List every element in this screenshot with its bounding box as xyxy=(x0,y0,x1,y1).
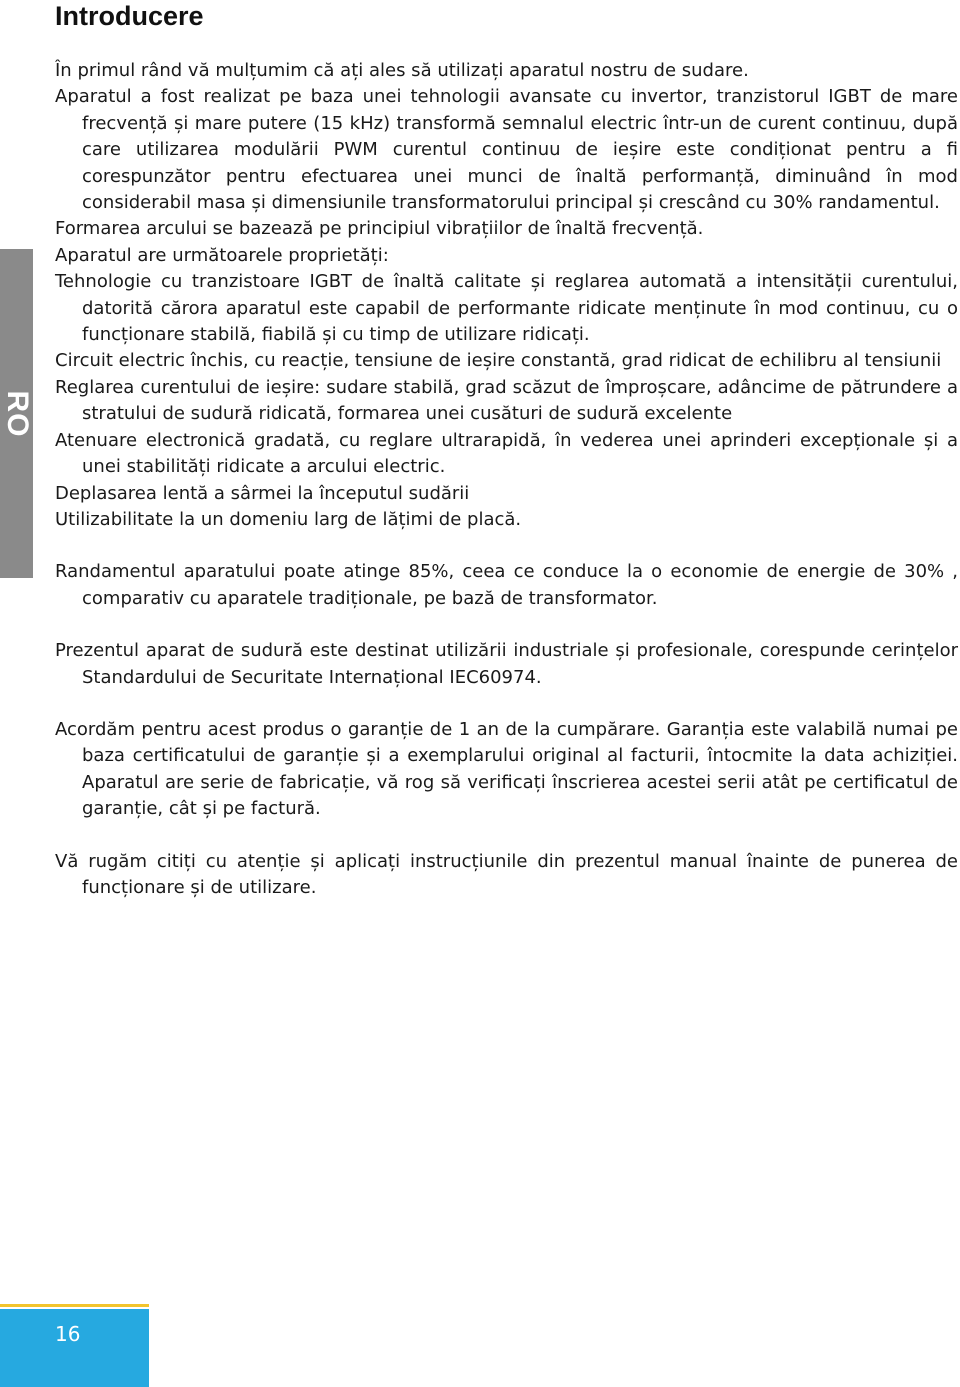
paragraph-intro: În primul rând vă mulțumim că ați ales să utilizați aparatul nostru de sudare. xyxy=(55,60,749,81)
list-item-wire: Deplasarea lentă a sârmei la începutul sudării xyxy=(55,482,470,504)
paragraph-arc-formation: Formarea arcului se bazează pe principiul vibrațiilor de înaltă frecvență. xyxy=(55,218,704,240)
list-item-current-regulation: Reglarea curentului de ieșire: sudare stabilă, grad scăzut de împroșcare, adâncime de pătrundere a stratului de sudură ridicată, formarea unei cusături de sudură excelente xyxy=(55,376,958,425)
list-item-igbt: Tehnologie cu tranzistoare IGBT de înaltă calitate și reglarea automată a intensității curentului, datorită cărora aparatul este capabil de performante ridicate menținute în mod continuu, cu o funcționare stabilă, fiabilă și cu timp de utilizare ridicați. xyxy=(55,271,958,346)
language-tab xyxy=(0,249,33,578)
page-number-divider xyxy=(0,1307,149,1309)
list-item-attenuation: Atenuare electronică gradată, cu reglare ultrarapidă, în vederea unei aprinderi excepționale și a unei stabilități ridicate a arcului electric. xyxy=(55,429,958,478)
paragraph-technology: Aparatul a fost realizat pe baza unei tehnologii avansate cu invertor, tranzistorul IGBT de mare frecvență și mare putere (15 kHz) transformă semnalul electric într-un de curent continuu, după care utilizarea modulării PWM curentul continuu de ieșire este condiționat pentru a fi corespunzător pentru efectuarea unei munci de înaltă performanță, diminuând în mod considerabil masa și dimensiunile transformatorului principal și crescând cu 30% randamentul. xyxy=(55,86,958,214)
paragraph-properties-heading: Aparatul are următoarele proprietăți: xyxy=(55,244,389,266)
paragraph-standard: Prezentul aparat de sudură este destinat utilizării industriale și profesionale, corespunde cerințelor Standardului de Securitate Internațional IEC60974. xyxy=(55,640,958,688)
paragraph-warranty: Acordăm pentru acest produs o garanție de 1 an de la cumpărare. Garanția este valabilă numai pe baza certificatului de garanție și a exemplarului original al facturii, întocmite la data achiziției. Aparatul are serie de fabricație, vă rog să verificați înscrierea acestei serii atât pe certificatul de garanție, cât și pe factură. xyxy=(55,718,958,820)
list-item-plate-width: Utilizabilitate la un domeniu larg de lățimi de placă. xyxy=(55,508,522,530)
page-title: Introducere xyxy=(55,1,204,31)
paragraph-efficiency: Randamentul aparatului poate atinge 85%, ceea ce conduce la o economie de energie de 30% , comparativ cu aparatele tradiționale, pe bază de transformator. xyxy=(55,561,958,609)
page-number: 16 xyxy=(55,1322,81,1346)
body-text xyxy=(55,58,958,901)
list-item-circuit: Circuit electric închis, cu reacție, tensiune de ieșire constantă, grad ridicat de echilibru al tensiunii xyxy=(55,350,942,372)
language-code: RO xyxy=(0,390,34,437)
paragraph-instructions: Vă rugăm citiți cu atenție și aplicați instrucțiunile din prezentul manual înainte de punerea de funcționare și de utilizare. xyxy=(55,850,958,898)
